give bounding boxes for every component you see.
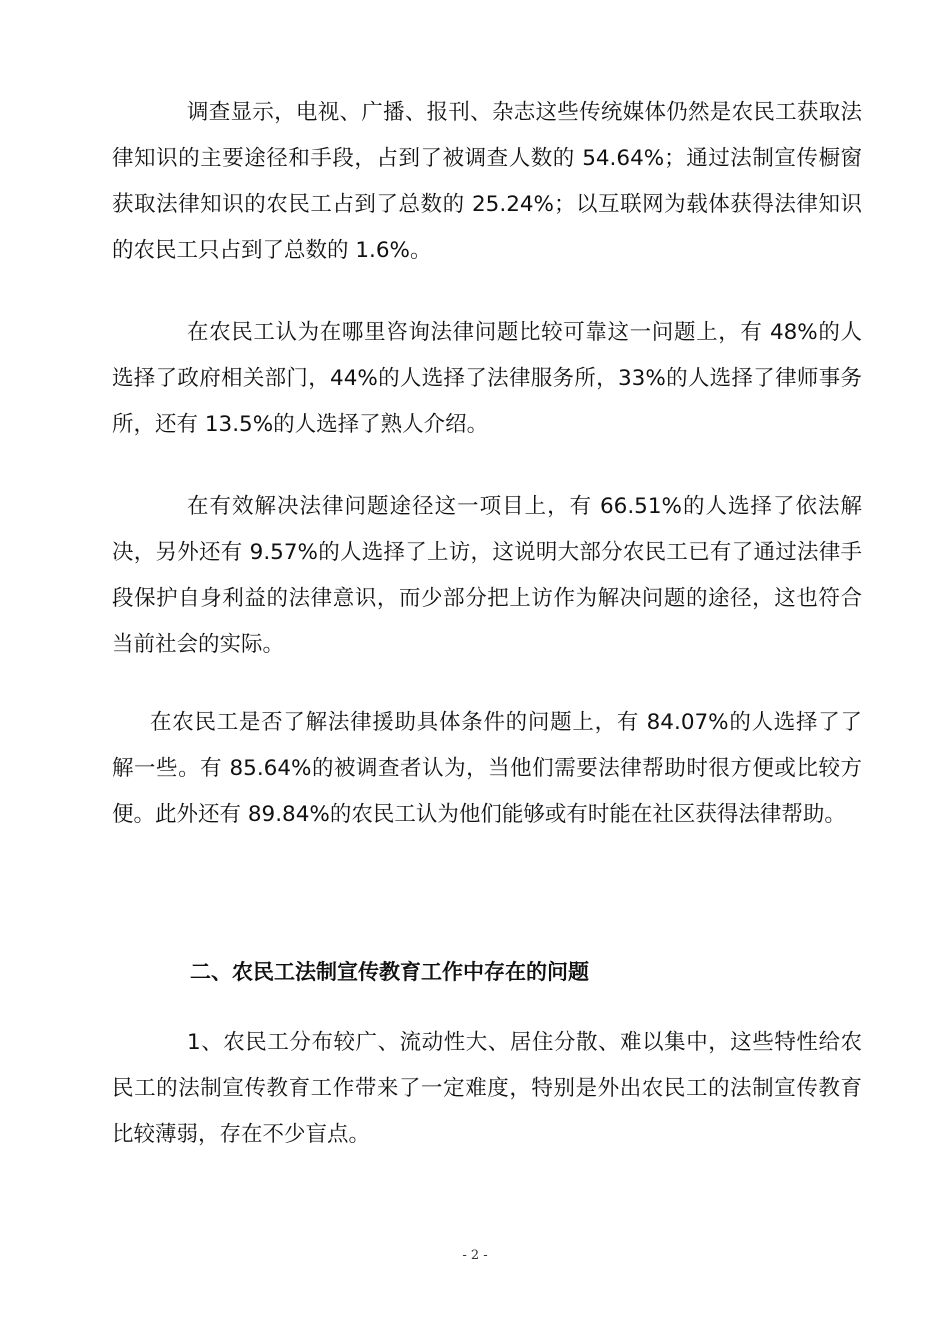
paragraph-legal-aid: 在农民工是否了解法律援助具体条件的问题上，有 84.07%的人选择了了解一些。有 85.64%的被调查者认为，当他们需要法律帮助时很方便或比较方便。此外还有 89.84%的农民工认为他们能够或有时能在社区获得法律帮助。 [112, 710, 862, 827]
paragraph-media-channels: 调查显示，电视、广播、报刊、杂志这些传统媒体仍然是农民工获取法律知识的主要途径和手段，占到了被调查人数的 54.64%；通过法制宣传橱窗获取法律知识的农民工占到了总数的 25.24%；以互联网为载体获得法律知识的农民工只占到了总数的 1.6%。 [112, 100, 862, 263]
paragraph-problem-1: 1、农民工分布较广、流动性大、居住分散、难以集中，这些特性给农民工的法制宣传教育工作带来了一定难度，特别是外出农民工的法制宣传教育比较薄弱，存在不少盲点。 [112, 1030, 862, 1147]
page-number: - 2 - [462, 1248, 488, 1263]
paragraph-consultation-places: 在农民工认为在哪里咨询法律问题比较可靠这一问题上，有 48%的人选择了政府相关部门，44%的人选择了法律服务所，33%的人选择了律师事务所，还有 13.5%的人选择了熟人介绍。 [112, 320, 862, 437]
section-heading: 二、农民工法制宣传教育工作中存在的问题 [190, 960, 589, 984]
paragraph-resolution-methods: 在有效解决法律问题途径这一项目上，有 66.51%的人选择了依法解决，另外还有 9.57%的人选择了上访，这说明大部分农民工已有了通过法律手段保护自身利益的法律意识，而少部分把上访作为解决问题的途径，这也符合当前社会的实际。 [112, 494, 862, 657]
